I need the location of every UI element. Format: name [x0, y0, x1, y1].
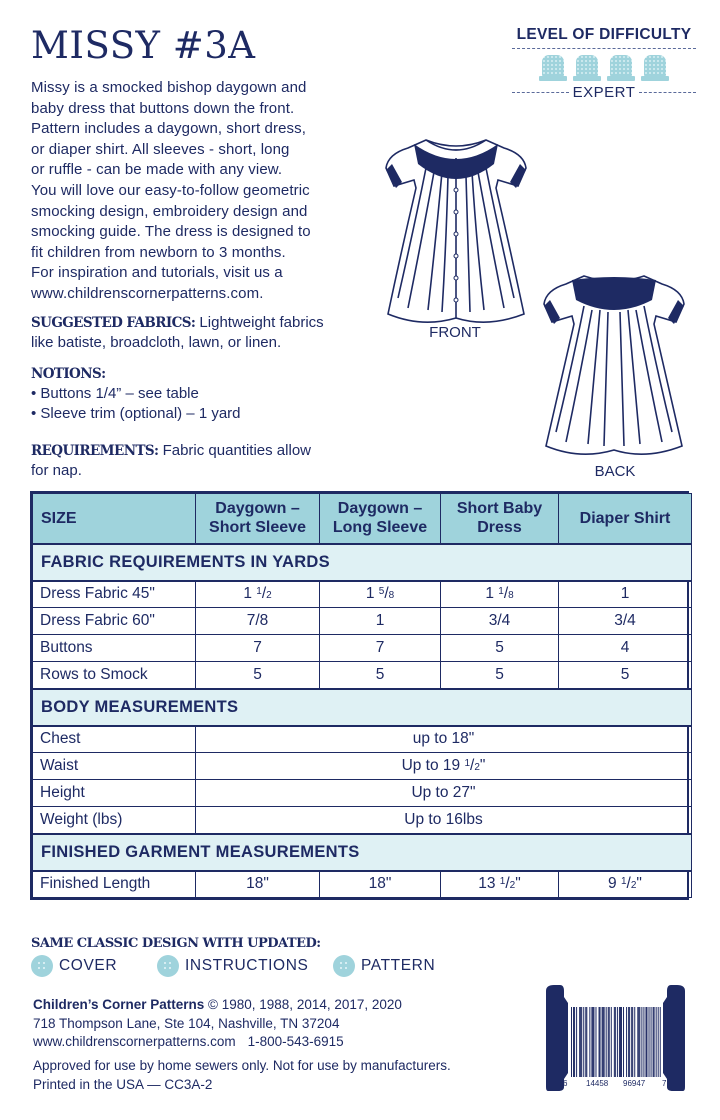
table-cell: 18"	[320, 871, 441, 898]
notions	[31, 364, 371, 424]
spool-end-right	[663, 985, 685, 1091]
barcode-bar	[646, 1007, 647, 1077]
description	[31, 78, 371, 305]
table-section-header	[33, 689, 692, 726]
table-cell: 1	[559, 581, 692, 608]
barcode-bar	[609, 1007, 610, 1077]
barcode-bar	[611, 1007, 612, 1077]
table-cell: 4	[559, 635, 692, 662]
barcode-bar	[619, 1007, 620, 1077]
description-line: or ruffle - can be made with any view.	[31, 161, 283, 179]
description-line: For inspiration and tutorials, visit us a	[31, 264, 283, 282]
updated-item-label: PATTERN	[361, 957, 436, 974]
table-row	[33, 608, 692, 635]
table-row	[33, 662, 692, 689]
company-name: Children’s Corner Patterns	[33, 997, 205, 1012]
front-label: FRONT	[429, 324, 481, 341]
barcode-bar	[573, 1007, 574, 1077]
barcode-bar	[614, 1007, 615, 1077]
dress-front-illustration	[378, 128, 534, 328]
table-row	[33, 581, 692, 608]
updated-item-label: COVER	[59, 957, 118, 974]
button-icon	[31, 955, 53, 977]
difficulty-level	[512, 84, 696, 101]
requirements-text: Fabric quantities allow	[158, 442, 311, 459]
barcode-bar	[606, 1007, 607, 1077]
table-row	[33, 635, 692, 662]
suggested-fabrics	[31, 313, 371, 353]
barcode-bar	[621, 1007, 622, 1077]
button-icon	[333, 955, 355, 977]
column-header: Diaper Shirt	[559, 494, 692, 544]
table-row	[33, 807, 692, 834]
row-label: Dress Fabric 45"	[33, 581, 196, 608]
section-title: BODY MEASUREMENTS	[33, 689, 692, 726]
thimble-icon	[539, 55, 567, 81]
table-row	[33, 726, 692, 753]
address: 718 Thompson Lane, Ste 104, Nashville, TN 37204	[33, 1015, 340, 1031]
barcode-bar	[576, 1007, 577, 1077]
barcode-bar	[629, 1007, 630, 1077]
table-row	[33, 780, 692, 807]
column-header: Daygown – Short Sleeve	[196, 494, 320, 544]
barcode-bar	[638, 1007, 639, 1077]
row-label: Weight (lbs)	[33, 807, 196, 834]
updated-item-pattern	[333, 955, 435, 977]
description-line: Pattern includes a daygown, short dress,	[31, 120, 306, 138]
table-cell: 7/8	[196, 608, 320, 635]
thimble-icon	[573, 55, 601, 81]
barcode-bar	[623, 1007, 624, 1077]
table-row	[33, 753, 692, 780]
difficulty-rating	[512, 26, 696, 101]
suggested-fabrics-text: like batiste, broadcloth, lawn, or linen.	[31, 334, 282, 351]
barcode-bar	[608, 1007, 609, 1077]
barcode-bar	[581, 1007, 582, 1077]
back-label: BACK	[594, 463, 636, 480]
barcode-bar	[583, 1007, 584, 1077]
updated-item-instructions	[157, 955, 333, 977]
barcode-digit: 7	[662, 1079, 667, 1088]
phone-number: 1-800-543-6915	[247, 1034, 344, 1049]
column-header: SIZE	[33, 494, 196, 544]
barcode-bar	[643, 1007, 644, 1077]
requirements	[31, 441, 371, 481]
barcode-bar	[658, 1007, 659, 1077]
table-cell: 5	[441, 662, 559, 689]
legal-notice	[33, 1057, 451, 1094]
barcode-bar	[634, 1007, 635, 1077]
barcode-bar	[586, 1007, 587, 1077]
barcode-bar	[628, 1007, 629, 1077]
table-section-header	[33, 834, 692, 871]
barcode-bar	[641, 1007, 642, 1077]
divider	[512, 92, 569, 93]
divider	[639, 92, 696, 93]
table-cell: up to 18"	[196, 726, 692, 753]
row-label: Chest	[33, 726, 196, 753]
table-cell: 18"	[196, 871, 320, 898]
barcode-bar	[653, 1007, 654, 1077]
table-cell: 9 $^1$/2"	[559, 871, 692, 898]
table-cell: 7	[320, 635, 441, 662]
pattern-title: MISSY #3A	[31, 24, 256, 67]
spool-end-left	[546, 985, 568, 1091]
table-cell: 3/4	[441, 608, 559, 635]
description-line: smocking guide. The dress is designed to	[31, 223, 311, 241]
row-label: Rows to Smock	[33, 662, 196, 689]
size-chart-table	[30, 491, 689, 900]
publisher-info	[33, 996, 402, 1052]
description-line: baby dress that buttons down the front.	[31, 99, 295, 117]
thimble-rating	[512, 55, 696, 81]
barcode-bar	[599, 1007, 600, 1077]
barcode-bar	[603, 1007, 604, 1077]
barcode-bar	[600, 1007, 601, 1077]
table-cell: Up to 16lbs	[196, 807, 692, 834]
barcode-bar	[639, 1007, 640, 1077]
table-header-row	[33, 494, 692, 544]
table-cell: 5	[320, 662, 441, 689]
barcode-bar	[631, 1007, 632, 1077]
table-cell: 1 $^5$/8	[320, 581, 441, 608]
table-cell: 5	[441, 635, 559, 662]
notions-label: NOTIONS:	[31, 366, 106, 382]
section-title: FABRIC REQUIREMENTS IN YARDS	[33, 544, 692, 581]
row-label: Height	[33, 780, 196, 807]
barcode-bar	[645, 1007, 646, 1077]
barcode-bar	[660, 1007, 661, 1077]
table-row	[33, 871, 692, 898]
description-line: You will love our easy-to-follow geometric	[31, 181, 310, 199]
website-link[interactable]: www.childrenscornerpatterns.com	[33, 1034, 236, 1049]
barcode-bar	[591, 1007, 592, 1077]
barcode-digit: 96947	[623, 1079, 646, 1088]
barcode-spool	[544, 983, 687, 1093]
description-line: or diaper shirt. All sleeves - short, long	[31, 140, 290, 158]
barcode-bar	[615, 1007, 616, 1077]
table-cell: 1 $^1$/2	[196, 581, 320, 608]
updated-item-cover	[31, 955, 157, 977]
barcode-bar	[654, 1007, 655, 1077]
column-header: Short Baby Dress	[441, 494, 559, 544]
table-section-header	[33, 544, 692, 581]
barcode-bar	[574, 1007, 575, 1077]
suggested-fabrics-text: Lightweight fabrics	[195, 314, 324, 331]
barcode-bar	[602, 1007, 603, 1077]
barcode-bar	[571, 1007, 572, 1077]
barcode-bar	[649, 1007, 650, 1077]
table-cell: 7	[196, 635, 320, 662]
table-cell: 5	[196, 662, 320, 689]
requirements-label: REQUIREMENTS:	[31, 443, 159, 459]
barcode-bars	[571, 1007, 661, 1077]
requirements-text: for nap.	[31, 462, 82, 479]
thimble-icon	[607, 55, 635, 81]
thimble-icon	[641, 55, 669, 81]
barcode-bar	[593, 1007, 594, 1077]
barcode-bar	[595, 1007, 596, 1077]
updated-item-label: INSTRUCTIONS	[185, 957, 309, 974]
row-label: Buttons	[33, 635, 196, 662]
table-cell: Up to 27"	[196, 780, 692, 807]
barcode-bar	[589, 1007, 590, 1077]
barcode-digit: 14458	[586, 1079, 609, 1088]
table-cell: Up to 19 $^1$/2"	[196, 753, 692, 780]
table-cell: 3/4	[559, 608, 692, 635]
barcode-bar	[626, 1007, 627, 1077]
table-cell: 1 $^1$/8	[441, 581, 559, 608]
row-label: Dress Fabric 60"	[33, 608, 196, 635]
notion-item: • Sleeve trim (optional) – 1 yard	[31, 405, 241, 422]
barcode-bar	[632, 1007, 633, 1077]
table-cell: 13 $^1$/2"	[441, 871, 559, 898]
row-label: Finished Length	[33, 871, 196, 898]
column-header: Daygown – Long Sleeve	[320, 494, 441, 544]
suggested-fabrics-label: SUGGESTED FABRICS:	[31, 315, 196, 331]
barcode-digit: 6	[563, 1079, 568, 1088]
barcode-bar	[585, 1007, 586, 1077]
difficulty-level-label: EXPERT	[572, 84, 636, 101]
barcode-bar	[592, 1007, 593, 1077]
updated-title: SAME CLASSIC DESIGN WITH UPDATED:	[31, 936, 321, 951]
barcode-bar	[604, 1007, 605, 1077]
divider	[512, 48, 696, 49]
description-line: smocking design, embroidery design and	[31, 202, 308, 220]
barcode-bar	[580, 1007, 581, 1077]
section-title: FINISHED GARMENT MEASUREMENTS	[33, 834, 692, 871]
barcode-bar	[617, 1007, 618, 1077]
barcode-bar	[656, 1007, 657, 1077]
description-line: fit children from newborn to 3 months.	[31, 243, 286, 261]
copyright: © 1980, 1988, 2014, 2017, 2020	[204, 997, 402, 1012]
difficulty-title: LEVEL OF DIFFICULTY	[516, 26, 692, 43]
barcode-bar	[651, 1007, 652, 1077]
barcode-bar	[620, 1007, 621, 1077]
description-line: Missy is a smocked bishop daygown and	[31, 79, 307, 96]
table-cell: 1	[320, 608, 441, 635]
legal-line: Printed in the USA — CC3A-2	[33, 1076, 213, 1092]
legal-line: Approved for use by home sewers only. Not for use by manufacturers.	[33, 1058, 451, 1073]
row-label: Waist	[33, 753, 196, 780]
button-icon	[157, 955, 179, 977]
barcode-bar	[579, 1007, 580, 1077]
table-cell: 5	[559, 662, 692, 689]
dress-back-illustration	[536, 266, 692, 460]
notion-item: • Buttons 1/4” – see table	[31, 385, 199, 402]
description-line: www.childrenscornerpatterns.com.	[31, 284, 264, 302]
updated-section	[31, 936, 435, 977]
barcode-bar	[637, 1007, 638, 1077]
